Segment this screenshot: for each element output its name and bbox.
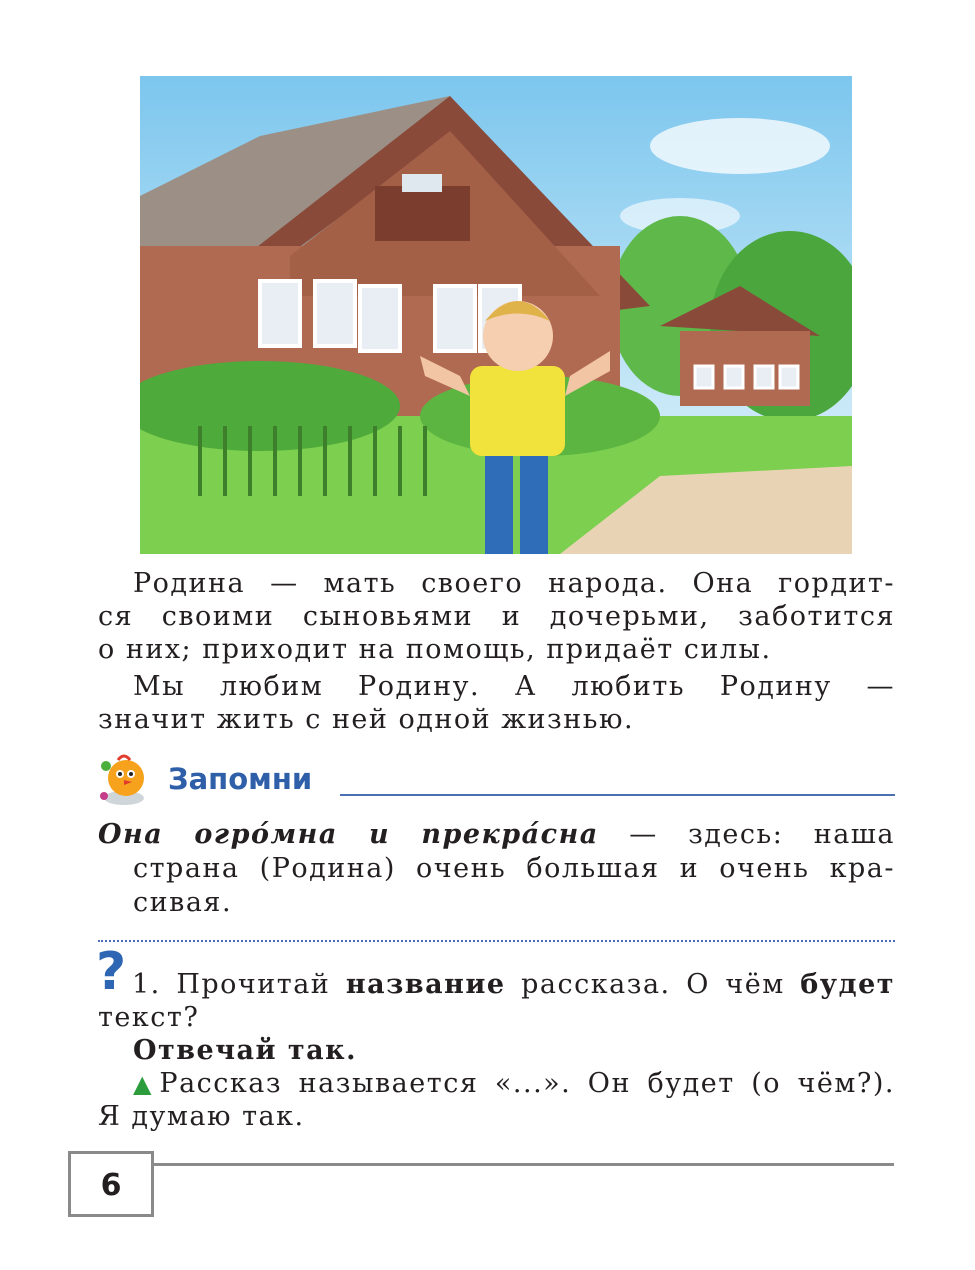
task-bold-word: будет — [800, 969, 895, 1000]
text-paragraph — [98, 670, 895, 736]
village-house-boy-illustration — [140, 76, 852, 554]
definition-text: — здесь: наша — [598, 819, 895, 850]
definition-block — [98, 818, 895, 920]
task-block — [98, 968, 895, 1133]
remember-section-heading — [98, 752, 895, 808]
heading-rule — [340, 794, 895, 796]
footer-rule — [154, 1163, 894, 1166]
text-line: ся своими сыновьями и дочерьми, заботится — [98, 601, 895, 632]
chick-mascot-icon — [98, 752, 150, 806]
green-triangle-icon: ▲ — [133, 1070, 160, 1098]
text-line: Родина — мать своего народа. Она гордит- — [133, 568, 895, 599]
answer-heading — [98, 1034, 895, 1067]
task-text: Прочитай — [160, 969, 346, 1000]
task-text: рассказа. О чём — [505, 969, 801, 1000]
answer-line: Я думаю так. — [98, 1101, 305, 1132]
text-line: о них; приходит на помощь, придаёт силы. — [98, 634, 772, 665]
question-mark-icon: ? — [96, 942, 127, 1002]
definition-line: сивая. — [133, 887, 233, 918]
answer-text: Рассказ называется «...». Он будет (о чём?). — [159, 1068, 895, 1099]
task-number: 1. — [132, 969, 161, 1000]
definition-line — [98, 818, 895, 852]
text-paragraph — [98, 567, 895, 666]
definition-line: страна (Родина) очень большая и очень кра- — [133, 853, 895, 884]
answer-line — [98, 1067, 895, 1100]
section-divider — [98, 940, 895, 942]
answer-heading-text: Отвечай так. — [133, 1035, 357, 1066]
task-bold-word: название — [345, 969, 506, 1000]
page-number: 6 — [100, 1168, 122, 1203]
remember-title: Запомни — [168, 762, 313, 796]
text-line: значит жить с ней одной жизнью. — [98, 704, 635, 735]
task-line — [98, 968, 895, 1001]
text-line: Мы любим Родину. А любить Родину — — [133, 671, 895, 702]
page-number-box — [68, 1151, 154, 1217]
village-house-boy-illustration-icon — [140, 76, 852, 554]
definition-term: Она огро́мна и прекра́сна — [98, 819, 599, 850]
task-line: текст? — [98, 1002, 200, 1033]
